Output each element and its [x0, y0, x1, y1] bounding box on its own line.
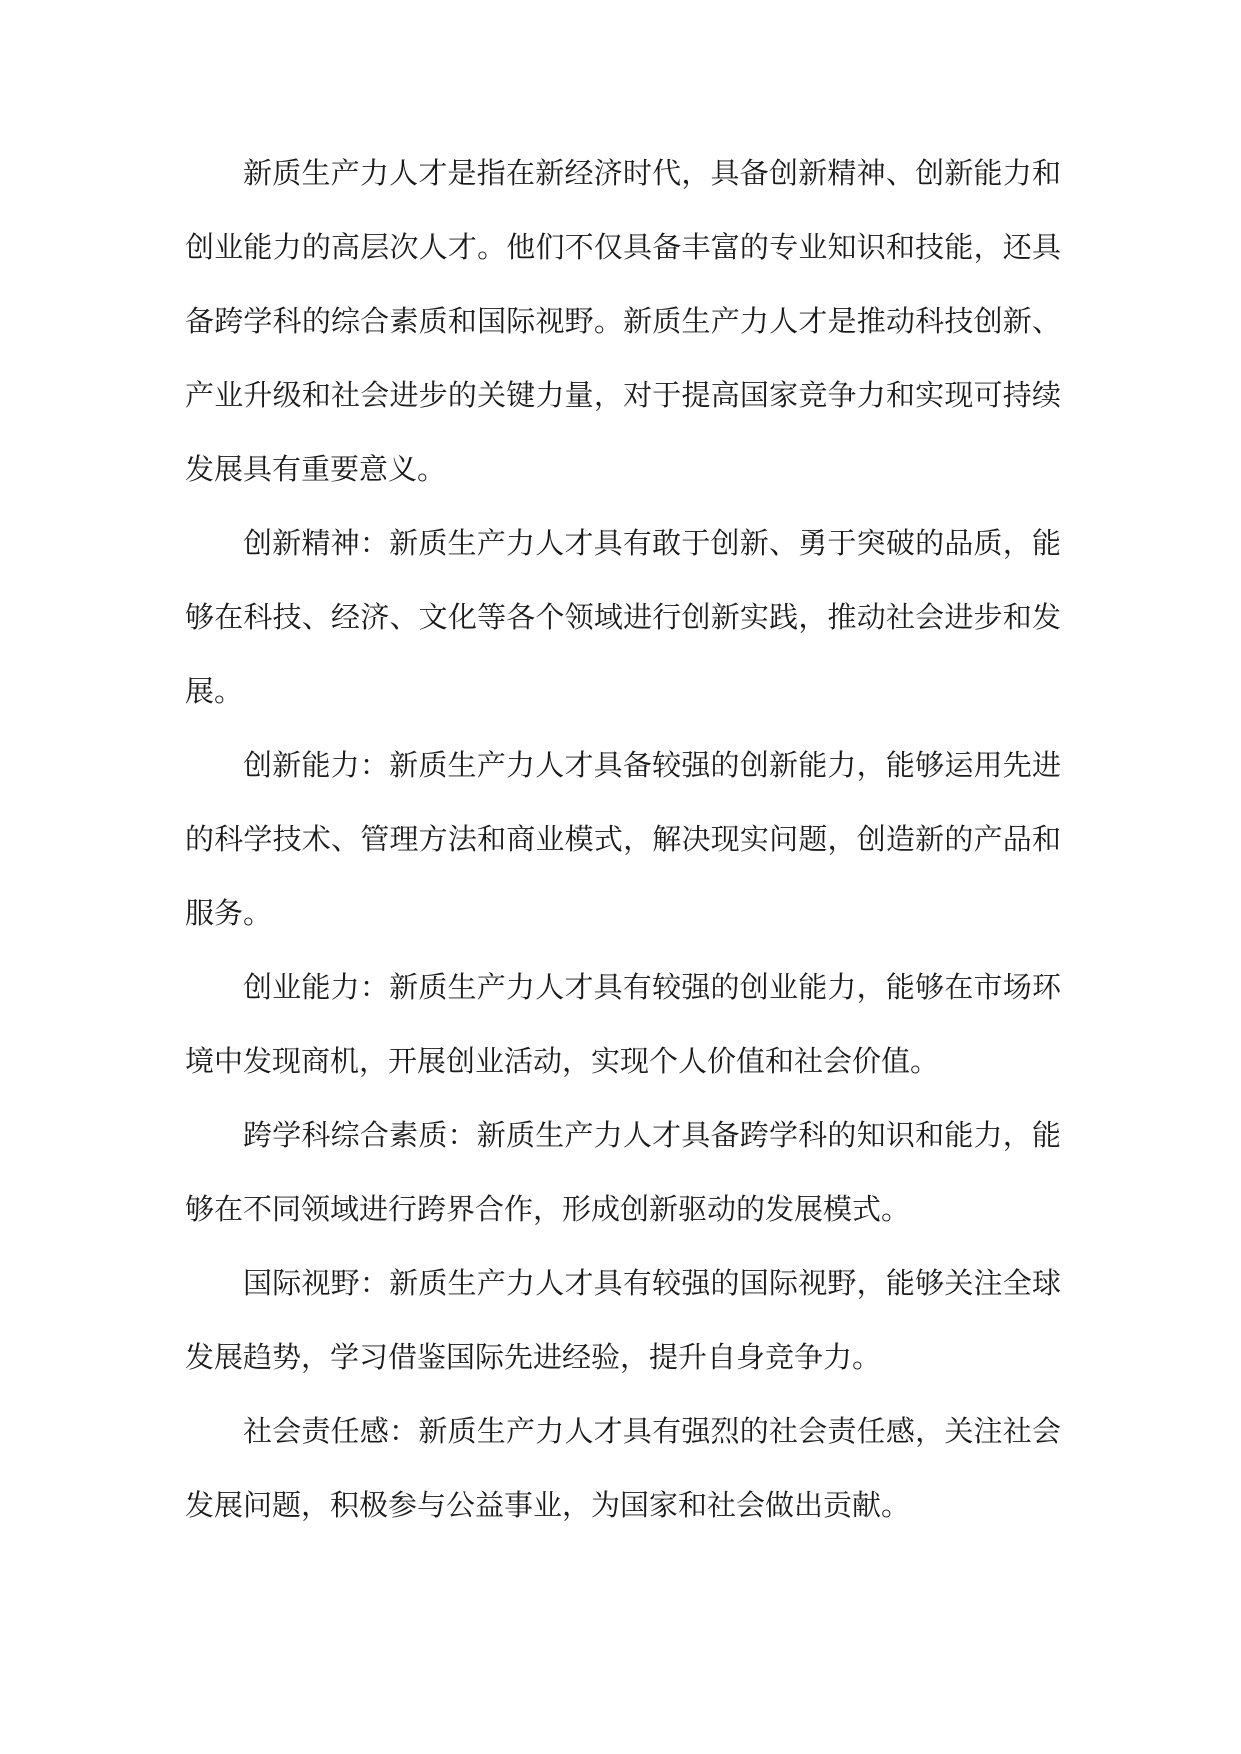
- paragraph-social-responsibility: 社会责任感：新质生产力人才具有强烈的社会责任感，关注社会发展问题，积极参与公益事业，为国家和社会做出贡献。: [185, 1414, 1061, 1522]
- paragraph-international-vision: 国际视野：新质生产力人才具有较强的国际视野，能够关注全球发展趋势，学习借鉴国际先进经验，提升自身竞争力。: [185, 1266, 1061, 1374]
- paragraph-innovation-ability: 创新能力：新质生产力人才具备较强的创新能力，能够运用先进的科学技术、管理方法和商业模式，解决现实问题，创造新的产品和服务。: [185, 748, 1061, 930]
- paragraph-entrepreneurship-ability: 创业能力：新质生产力人才具有较强的创业能力，能够在市场环境中发现商机，开展创业活动，实现个人价值和社会价值。: [185, 970, 1061, 1078]
- intro-paragraph: 新质生产力人才是指在新经济时代，具备创新精神、创新能力和创业能力的高层次人才。他们不仅具备丰富的专业知识和技能，还具备跨学科的综合素质和国际视野。新质生产力人才是推动科技创新、产业升级和社会进步的关键力量，对于提高国家竞争力和实现可持续发展具有重要意义。: [185, 156, 1061, 486]
- document-page: [185, 136, 1061, 1542]
- paragraph-interdisciplinary-quality: 跨学科综合素质：新质生产力人才具备跨学科的知识和能力，能够在不同领域进行跨界合作，形成创新驱动的发展模式。: [185, 1118, 1061, 1226]
- paragraph-innovation-spirit: 创新精神：新质生产力人才具有敢于创新、勇于突破的品质，能够在科技、经济、文化等各个领域进行创新实践，推动社会进步和发展。: [185, 526, 1061, 708]
